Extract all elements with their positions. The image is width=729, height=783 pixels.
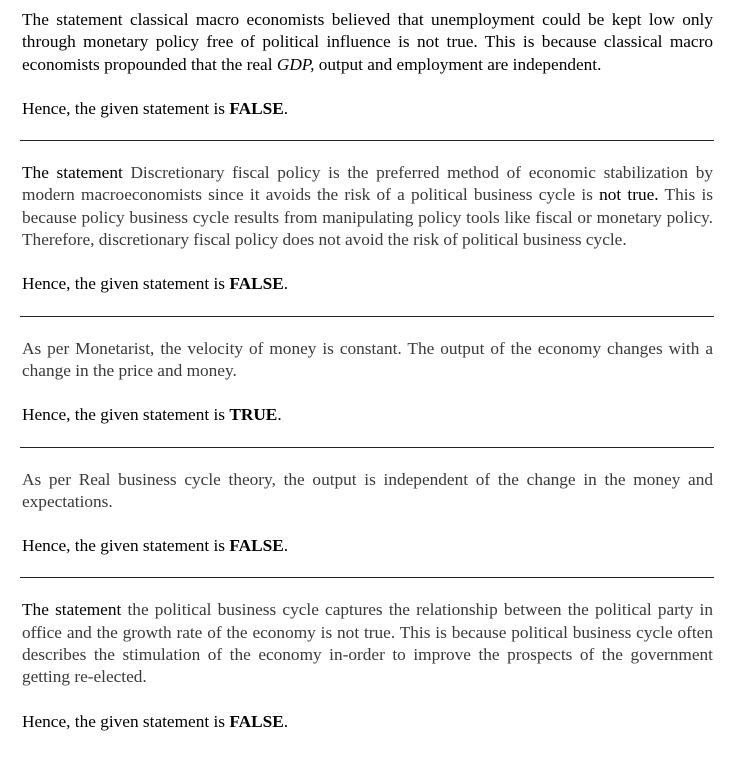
verdict: TRUE bbox=[229, 405, 278, 425]
explanation-paragraph bbox=[22, 9, 713, 76]
text-segment: not true. bbox=[599, 185, 659, 205]
conclusion bbox=[22, 535, 713, 557]
explanation-paragraph bbox=[22, 469, 713, 514]
text-segment: As per Monetarist, the velocity of money is constant. The output of the economy changes with a change in the price and money. bbox=[22, 338, 713, 380]
conclusion-suffix: . bbox=[283, 536, 289, 556]
conclusion-suffix: . bbox=[283, 711, 289, 731]
text-segment: The statement bbox=[22, 163, 131, 183]
text-segment: GDP, bbox=[276, 54, 315, 74]
conclusion-prefix: Hence, the given statement is bbox=[22, 711, 230, 731]
verdict: FALSE bbox=[229, 536, 284, 556]
verdict: FALSE bbox=[229, 711, 284, 731]
conclusion-suffix: . bbox=[283, 98, 289, 118]
verdict: FALSE bbox=[229, 98, 284, 118]
answer-section bbox=[22, 9, 713, 120]
text-segment: The statement bbox=[22, 600, 128, 620]
conclusion-prefix: Hence, the given statement is bbox=[22, 405, 230, 425]
explanation-paragraph bbox=[22, 162, 713, 251]
conclusion-suffix: . bbox=[277, 405, 282, 425]
conclusion bbox=[22, 273, 713, 295]
section-divider bbox=[20, 447, 714, 448]
conclusion bbox=[22, 98, 713, 120]
text-segment: The statement classical macro economists believed that unemployment could be kept low only through monetary policy free of political influence is not true. This is because classical macro economists propounded that the real bbox=[22, 10, 713, 74]
conclusion bbox=[22, 711, 713, 733]
explanation-paragraph bbox=[22, 599, 713, 688]
verdict: FALSE bbox=[229, 274, 284, 294]
text-segment: This is because policy business cycle results from manipulating policy tools like fiscal or monetary policy. Therefore, discretionary fiscal policy does not avoid the risk of political business cycle. bbox=[22, 185, 714, 250]
conclusion bbox=[22, 404, 713, 426]
explanation-paragraph bbox=[22, 338, 713, 383]
answer-section bbox=[22, 162, 713, 295]
answer-section bbox=[22, 599, 713, 732]
text-segment: output and employment are independent. bbox=[314, 54, 602, 74]
text-segment: Discretionary fiscal policy is the preferred method of economic stabilization by modern macroeconomists since it avoids the risk of a political business cycle is bbox=[22, 163, 713, 205]
text-segment: As per Real business cycle theory, the output is independent of the change in the money and expectations. bbox=[22, 469, 713, 511]
section-divider bbox=[20, 316, 714, 317]
conclusion-suffix: . bbox=[283, 274, 289, 294]
answer-section bbox=[22, 338, 713, 427]
text-segment: the political business cycle captures the relationship between the political party in office and the growth rate of the economy is not true. This is because political business cycle often describes the stimulation of the economy in-order to improve the prospects of the government getting re-elected. bbox=[22, 600, 713, 687]
conclusion-prefix: Hence, the given statement is bbox=[22, 274, 230, 294]
answer-section bbox=[22, 469, 713, 558]
section-divider bbox=[20, 140, 714, 141]
conclusion-prefix: Hence, the given statement is bbox=[22, 98, 230, 118]
section-divider bbox=[20, 577, 714, 578]
conclusion-prefix: Hence, the given statement is bbox=[22, 536, 230, 556]
